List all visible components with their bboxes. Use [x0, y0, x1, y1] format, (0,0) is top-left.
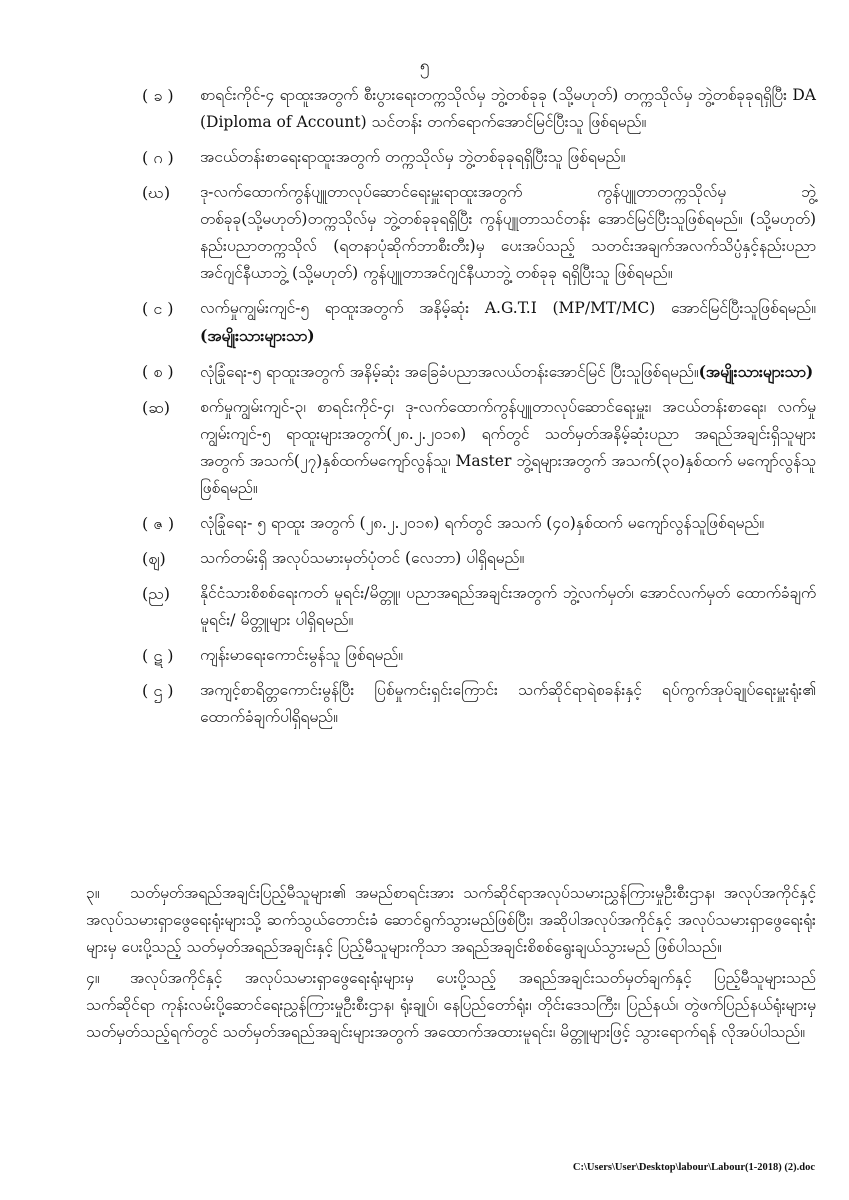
item-text: ဒု-လက်ထောက်ကွန်ပျူတာလုပ်ဆောင်ရေးမှူးရာထူးအတွက် ကွန်ပျူတာတက္ကသိုလ်မှ ဘွဲ့တစ်ခုခု(သို့မဟုတ်)တက္ကသိုလ်မှ ဘွဲ့တစ်ခုခုရရှိပြီး ကွန်ပျူတာသင်တန်း အောင်မြင်ပြီးသူဖြစ်ရမည်။ (သို့မဟုတ်) နည်းပညာတက္ကသိုလ် (ရတနာပုံဆိုက်ဘာစီးတီး)မှ ပေးအပ်သည့် သတင်းအချက်အလက်သိပ္ပံနှင့်နည်းပညာအင်ဂျင်နီယာဘွဲ့ (သို့မဟုတ်) ကွန်ပျူတာအင်ဂျင်နီယာဘွဲ့ တစ်ခုခု ရရှိပြီးသူ ဖြစ်ရမည်။: [200, 183, 816, 282]
paragraph-text: အလုပ်အကိုင်နှင့် အလုပ်သမားရှာဖွေရေးရုံးများမှ ပေးပို့သည့် အရည်အချင်းသတ်မှတ်ချက်နှင့် ပြည့်မီသူများသည် သက်ဆိုင်ရာ ကုန်းလမ်းပို့ဆောင်ရေးညွှန်ကြားမှုဦးစီးဌာန၊ ရုံးချုပ်၊ နေပြည်တော်ရုံး၊ တိုင်းဒေသကြီး၊ ပြည်နယ်၊ တွဲဖက်ပြည်နယ်ရုံးများမှ သတ်မှတ်သည့်ရက်တွင် သတ်မှတ်အရည်အချင်းများအတွက် အထောက်အထားမူရင်း၊ မိတ္တူများဖြင့် သွားရောက်ရန် လိုအပ်ပါသည်။: [86, 969, 816, 1041]
item-text: စာရင်းကိုင်-၄ ရာထူးအတွက် စီးပွားရေးတက္ကသိုလ်မှ ဘွဲ့တစ်ခုခု (သို့မဟုတ်) တက္ကသိုလ်မှ ဘွဲ့တစ်ခုခုရရှိပြီး DA (Diploma of Account) သင်တန်း တက်ရောက်အောင်မြင်ပြီးသူ ဖြစ်ရမည်။: [200, 86, 816, 131]
item-text: လုံခြုံရေး- ၅ ရာထူး အတွက် (၂၈.၂.၂၀၁၈) ရက်တွင် အသက် (၄၀)နှစ်ထက် မကျော်လွန်သူဖြစ်ရမည်။: [200, 514, 765, 532]
item-marker: (ည): [142, 584, 170, 603]
item-text: လုံခြုံရေး-၅ ရာထူးအတွက် အနိမ့်ဆုံး အခြေခံပညာအလယ်တန်းအောင်မြင် ပြီးသူဖြစ်ရမည်။(အမျိုးသားများသာ): [200, 362, 814, 381]
paragraph: [86, 880, 816, 961]
paragraph-text: သတ်မှတ်အရည်အချင်းပြည့်မီသူများ၏ အမည်စာရင်းအား သက်ဆိုင်ရာအလုပ်သမားညွှန်ကြားမှုဦးစီးဌာန၊ အလုပ်အကိုင်နှင့် အလုပ်သမားရှာဖွေရေးရုံးများသို့ ဆက်သွယ်တောင်းခံ ဆောင်ရွက်သွားမည်ဖြစ်ပြီး၊ အဆိုပါအလုပ်အကိုင်နှင့် အလုပ်သမားရှာဖွေရေးရုံးများမှ ပေးပို့သည့် သတ်မှတ်အရည်အချင်းနှင့် ပြည့်မီသူများကိုသာ အရည်အချင်းစိစစ်ရွေးချယ်သွားမည် ဖြစ်ပါသည်။: [86, 884, 816, 956]
list-item: [142, 179, 816, 287]
item-marker: ( င ): [142, 299, 174, 318]
document-path-footer: C:\Users\User\Desktop\labour\Labour(1-2018) (2).doc: [572, 1162, 815, 1173]
item-text: နိုင်ငံသားစိစစ်ရေးကတ် မူရင်း/မိတ္တူ၊ ပညာအရည်အချင်းအတွက် ဘွဲ့လက်မှတ်၊ အောင်လက်မှတ် ထောက်ခံချက်မူရင်း/ မိတ္တူများ ပါရှိရမည်။: [200, 584, 816, 629]
paragraph-number: ၄။: [86, 969, 100, 987]
item-text: သက်တမ်းရှိ အလုပ်သမားမှတ်ပုံတင် (လေဘာ) ပါရှိရမည်။: [200, 549, 525, 567]
item-marker: ( ဌ ): [142, 681, 174, 700]
list-item: [142, 394, 816, 502]
list-item: [142, 82, 816, 136]
list-item: [142, 144, 816, 171]
item-text: အငယ်တန်းစာရေးရာထူးအတွက် တက္ကသိုလ်မှ ဘွဲ့တစ်ခုခုရရှိပြီးသူ ဖြစ်ရမည်။: [200, 148, 626, 166]
item-marker: ( ဇ ): [142, 514, 175, 533]
item-marker: ( စ ): [142, 362, 174, 381]
list-item: [142, 358, 816, 386]
item-marker: (ဈ): [142, 549, 166, 568]
item-note-bold: (အမျိုးသားများသာ): [698, 362, 814, 381]
item-text: လက်မှုကျွမ်းကျင်-၅ ရာထူးအတွက် အနိမ့်ဆုံး A.G.T.I (MP/MT/MC) အောင်မြင်ပြီးသူဖြစ်ရမည်။ (အမျိုးသားများသာ): [200, 299, 816, 345]
paragraph: [86, 965, 816, 1046]
paragraph-number: ၃။: [86, 884, 100, 902]
list-item: [142, 677, 816, 731]
page-number: ၅: [419, 56, 430, 76]
item-note-bold: (အမျိုးသားများသာ): [200, 326, 315, 345]
item-marker: ( ခ ): [142, 86, 174, 105]
list-item: [142, 545, 816, 572]
list-item: [142, 510, 816, 537]
body-paragraphs: [86, 880, 816, 1050]
item-text: အကျင့်စာရိတ္တကောင်းမွန်ပြီး ပြစ်မှုကင်းရှင်းကြောင်း သက်ဆိုင်ရာရဲစခန်းနှင့် ရပ်ကွက်အုပ်ချုပ်ရေးမှူးရုံး၏ ထောက်ခံချက်ပါရှိရမည်။: [200, 681, 816, 726]
item-text: ကျန်းမာရေးကောင်းမွန်သူ ဖြစ်ရမည်။: [200, 646, 403, 664]
item-text: စက်မှုကျွမ်းကျင်-၃၊ စာရင်းကိုင်-၄၊ ဒု-လက်ထောက်ကွန်ပျူတာလုပ်ဆောင်ရေးမှူး၊ အငယ်တန်းစာရေး၊ လက်မှုကျွမ်းကျင်-၅ ရာထူးများအတွက်(၂၈.၂.၂၀၁၈) ရက်တွင် သတ်မှတ်အနိမ့်ဆုံးပညာ အရည်အချင်းရှိသူများအတွက် အသက်(၂၇)နှစ်ထက်မကျော်လွန်သူ၊ Master ဘွဲ့ရများအတွက် အသက်(၃၀)နှစ်ထက် မကျော်လွန်သူ ဖြစ်ရမည်။: [200, 398, 816, 497]
list-item: [142, 580, 816, 634]
item-marker: ( ဂ ): [142, 148, 174, 167]
item-marker: (ဆ): [142, 398, 170, 417]
list-item: [142, 295, 816, 350]
requirements-list: [142, 82, 816, 739]
item-marker: ( ဋ ): [142, 646, 174, 665]
list-item: [142, 642, 816, 669]
item-marker: (ဃ): [142, 183, 171, 202]
